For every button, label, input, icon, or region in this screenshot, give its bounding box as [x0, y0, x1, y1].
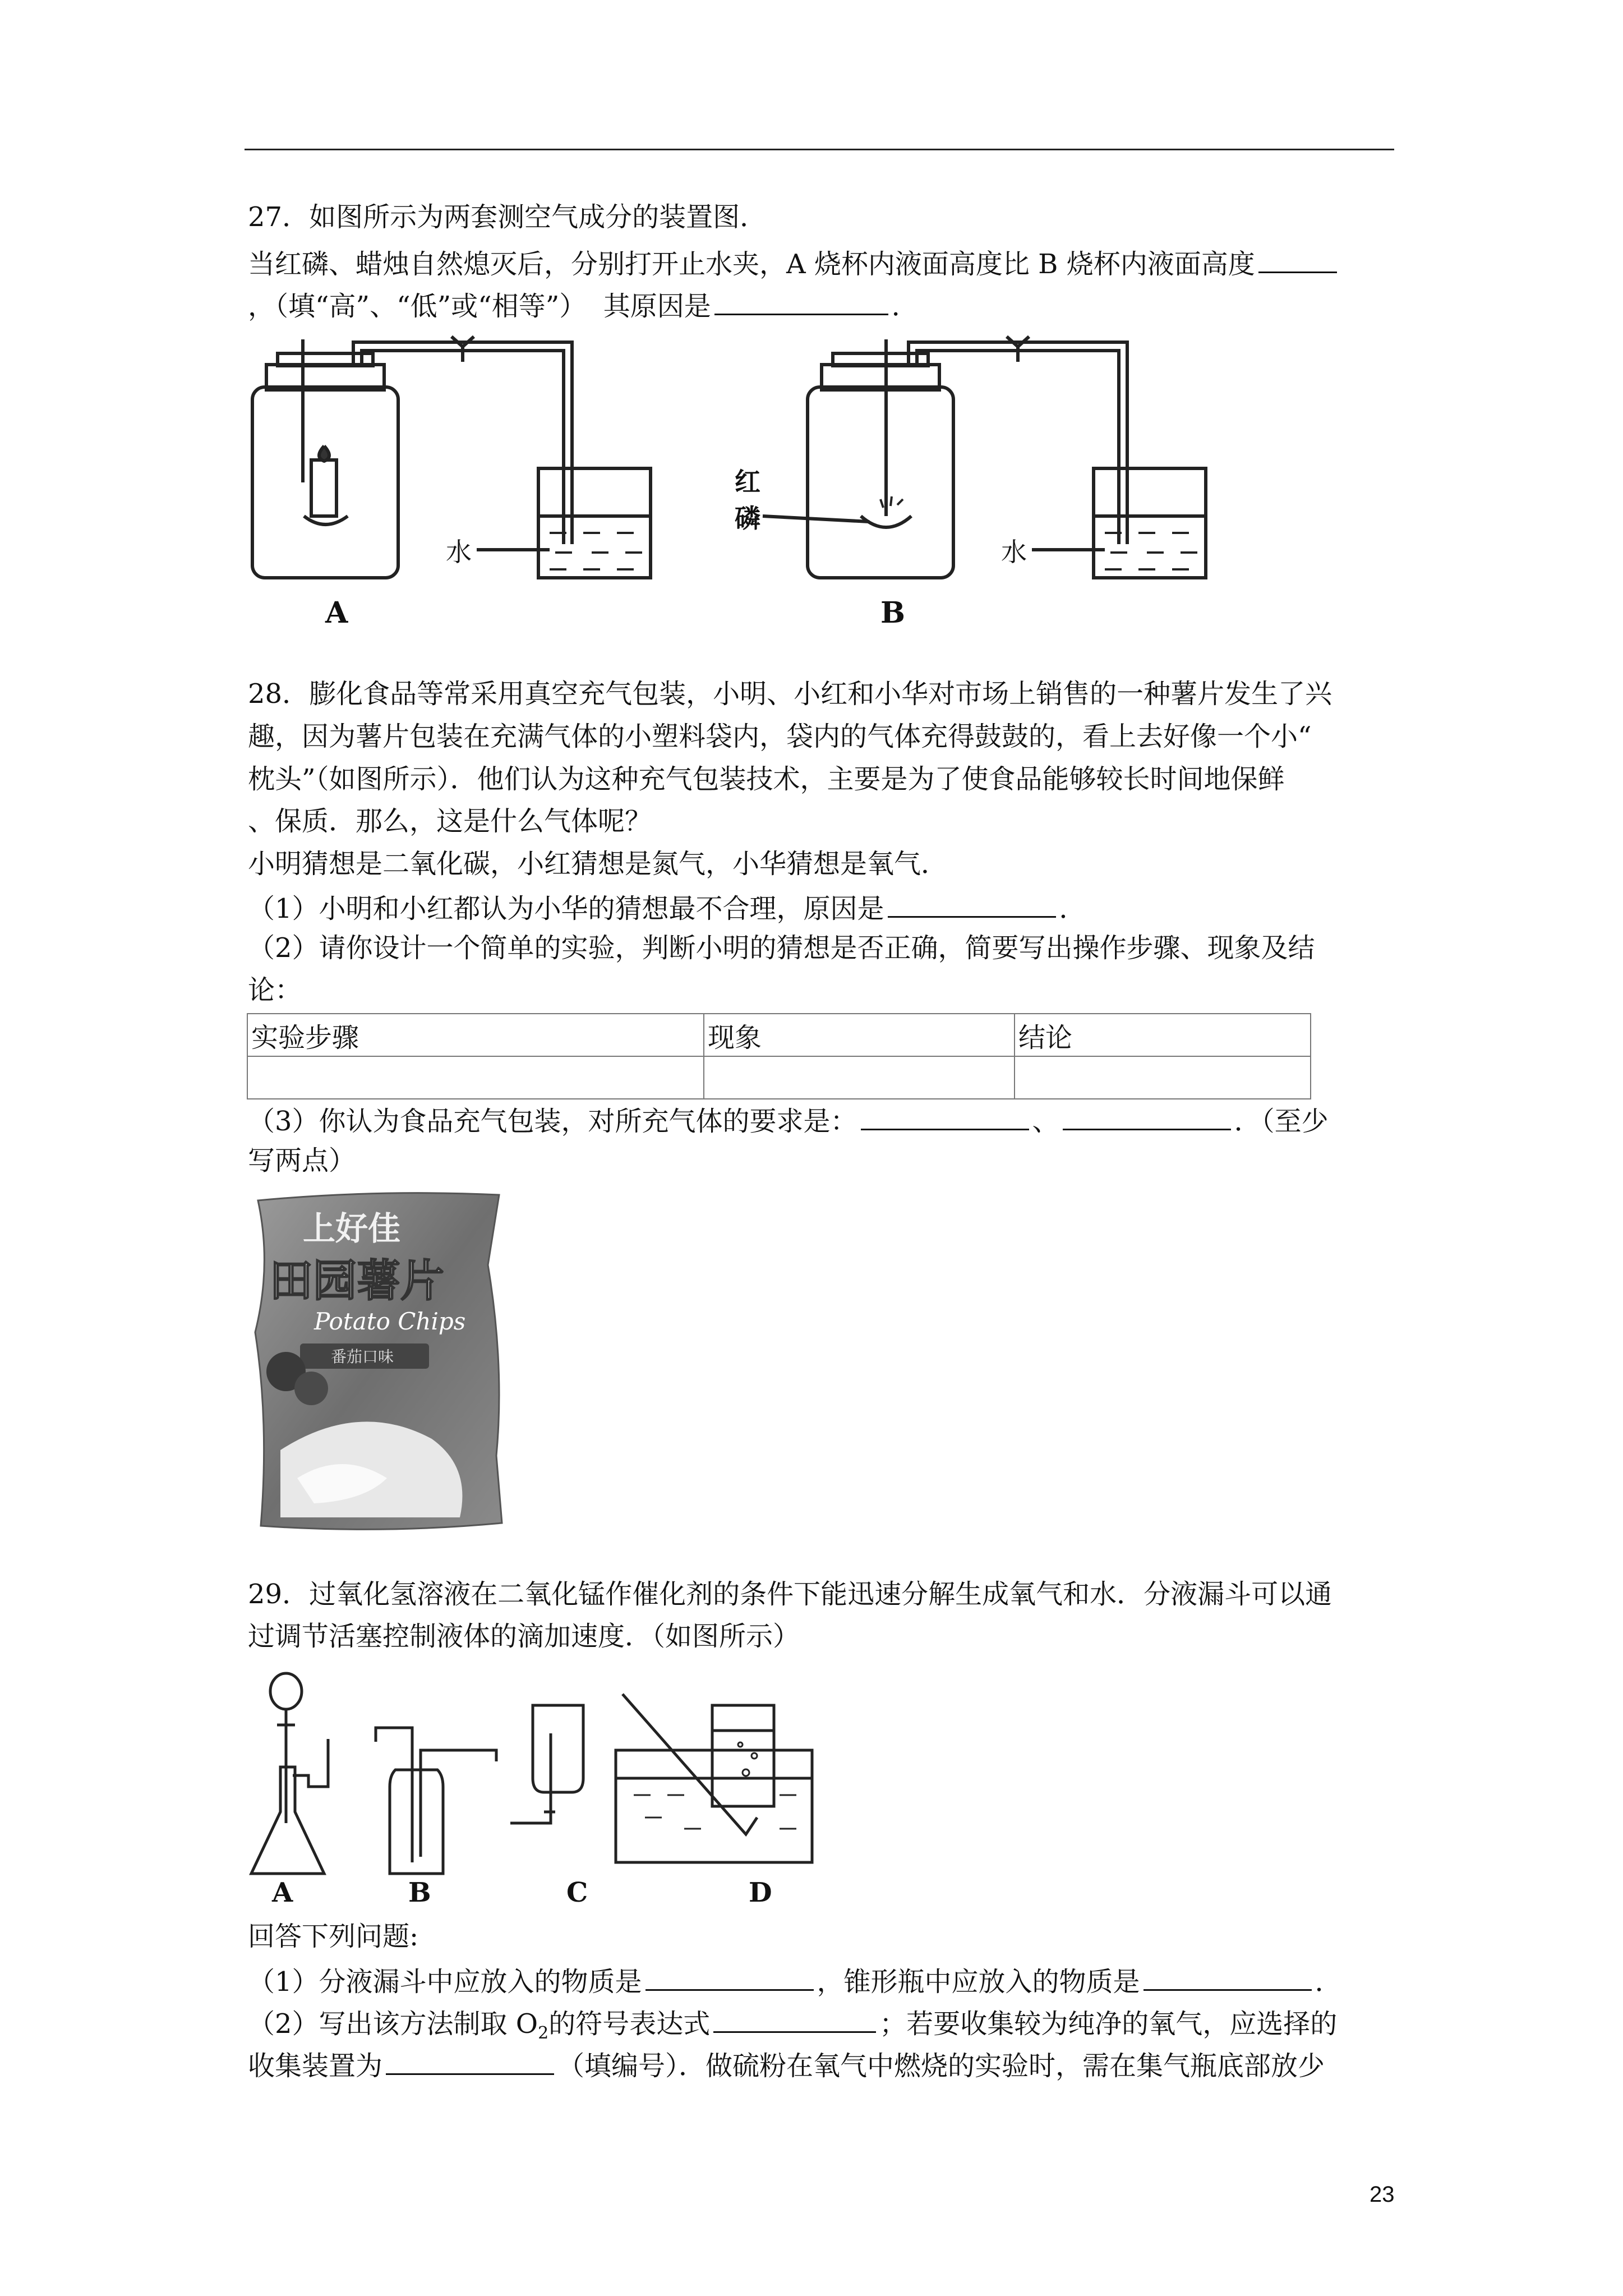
- q29-s2: [248, 2003, 1337, 2051]
- cell-conclusion[interactable]: [1015, 1056, 1311, 1099]
- table-row: [247, 1056, 1311, 1099]
- label-fig-d: D: [749, 1877, 772, 1907]
- q28-s1-text: （1）小明和小红都认为小华的猜想最不合理，原因是: [248, 893, 884, 924]
- q27-line2-end: ．: [891, 291, 919, 322]
- q28-s3b: 写两点）: [248, 1145, 356, 1176]
- q29-s1b: ，锥形瓶中应放入的物质是: [817, 1966, 1140, 1998]
- q27-line2-hint: ，（填“高”、“低”或“相等”）: [248, 291, 587, 322]
- q27-line2-reason: 其原因是: [603, 291, 711, 322]
- bag-flavor: 番茄口味: [331, 1347, 394, 1366]
- cell-steps[interactable]: [247, 1056, 704, 1099]
- q27-line1: [248, 243, 1340, 282]
- header-steps: 实验步骤: [247, 1014, 704, 1056]
- q28-p4: 、保质．那么，这是什么气体呢？: [248, 806, 652, 837]
- q28-p5: 小明猜想是二氧化碳，小红猜想是氮气，小华猜想是氧气．: [248, 848, 948, 880]
- q28-s1: [248, 888, 1086, 927]
- label-fig-c: C: [566, 1877, 588, 1907]
- q29-blank-equation[interactable]: [713, 2003, 876, 2033]
- q29-s2c: ；若要收集较为纯净的氧气，应选择的: [879, 2008, 1338, 2040]
- page-number: 23: [1370, 2182, 1395, 2207]
- bag-brand: 上好佳: [303, 1211, 401, 1247]
- candle: [311, 460, 336, 516]
- q28-s2a: （2）请你设计一个简单的实验，判断小明的猜想是否正确，简要写出操作步骤、现象及结: [248, 932, 1315, 964]
- q28-s1-end: ．: [1059, 893, 1086, 924]
- q29-s3b: （填编号）．做硫粉在氧气中燃烧的实验时，需在集气瓶底部放少: [557, 2050, 1325, 2082]
- chips-bag-image: [247, 1186, 510, 1534]
- q27-line1-text: 当红磷、蜡烛自然熄灭后，分别打开止水夹，A 烧杯内液面高度比 B 烧杯内液面高度: [248, 249, 1255, 280]
- q28-blank-3b[interactable]: [1063, 1101, 1231, 1130]
- q27-figure: [241, 331, 1363, 634]
- q29-s2a: （2）写出该方法制取 O: [248, 2008, 538, 2040]
- cell-phenomenon[interactable]: [704, 1056, 1015, 1099]
- q29-s2b: 的符号表达式: [548, 2008, 711, 2040]
- q28-blank-3a[interactable]: [861, 1101, 1029, 1130]
- q29-s3a: 收集装置为: [248, 2050, 383, 2082]
- q27-blank-reason[interactable]: [714, 286, 888, 315]
- label-red-p-2: 磷: [735, 503, 760, 533]
- conical-flask: [251, 1767, 324, 1874]
- q28-blank-1[interactable]: [888, 888, 1056, 918]
- q28-p3: 枕头”（如图所示）．他们认为这种充气包装技术，主要是为了使食品能够较长时间地保鲜: [248, 763, 1285, 795]
- q28-s2b: 论：: [248, 974, 302, 1006]
- q27-blank-height[interactable]: [1258, 243, 1337, 273]
- bag-name: 田园薯片: [269, 1255, 445, 1306]
- table-header-row: [247, 1014, 1311, 1056]
- label-fig-b: B: [408, 1877, 431, 1907]
- label-red-p-1: 红: [735, 467, 760, 497]
- header-rule: [245, 149, 1394, 150]
- q28-s3-end: ．（至少: [1234, 1106, 1329, 1137]
- q28-p2: 趣，因为薯片包装在充满气体的小塑料袋内，袋内的气体充得鼓鼓的，看上去好像一个小“: [248, 721, 1312, 752]
- q28-s3-sep: 、: [1032, 1106, 1059, 1137]
- jar-a: [252, 387, 398, 578]
- jar-b: [808, 387, 953, 578]
- label-a: A: [325, 596, 348, 630]
- q29-s2-sub: 2: [538, 2023, 549, 2043]
- q29-blank-funnel[interactable]: [645, 1961, 814, 1991]
- label-water-b: 水: [1001, 537, 1027, 567]
- q28-s3-text: （3）你认为食品充气包装，对所充气体的要求是：: [248, 1106, 857, 1137]
- q29-p1: 29．过氧化氢溶液在二氧化锰作催化剂的条件下能迅速分解生成氧气和水．分液漏斗可以通: [248, 1579, 1332, 1610]
- experiment-table: [247, 1013, 1311, 1099]
- q29-s1: [248, 1961, 1342, 2000]
- label-water-a: 水: [446, 537, 472, 567]
- bag-script: Potato Chips: [314, 1308, 466, 1335]
- q27-title: 27．如图所示为两套测空气成分的装置图．: [248, 201, 767, 233]
- beaker-a: [538, 468, 651, 578]
- q28-s3a: [248, 1101, 1329, 1139]
- q27-line2: [248, 286, 919, 324]
- beaker-b: [1094, 468, 1206, 578]
- q28-p1: 28．膨化食品等常采用真空充气包装，小明、小红和小华对市场上销售的一种薯片发生了兴: [248, 678, 1332, 710]
- q29-figure: [241, 1672, 869, 1907]
- header-conclusion: 结论: [1015, 1014, 1311, 1056]
- q29-blank-flask[interactable]: [1144, 1961, 1312, 1991]
- q29-s1a: （1）分液漏斗中应放入的物质是: [248, 1966, 642, 1998]
- q29-p2: 过调节活塞控制液体的滴加速度．（如图所示）: [248, 1621, 800, 1652]
- collecting-bottle: [712, 1705, 774, 1806]
- label-b: B: [880, 596, 905, 630]
- header-phenomenon: 现象: [704, 1014, 1015, 1056]
- label-fig-a: A: [272, 1877, 293, 1907]
- q29-s3: [248, 2045, 1325, 2084]
- q29-intro: 回答下列问题:: [248, 1921, 419, 1952]
- inverted-bottle: [533, 1705, 583, 1792]
- q29-s1c: ．: [1315, 1966, 1342, 1998]
- gas-bottle: [390, 1770, 443, 1874]
- q29-blank-device[interactable]: [386, 2045, 554, 2075]
- separatory-funnel: [270, 1673, 302, 1709]
